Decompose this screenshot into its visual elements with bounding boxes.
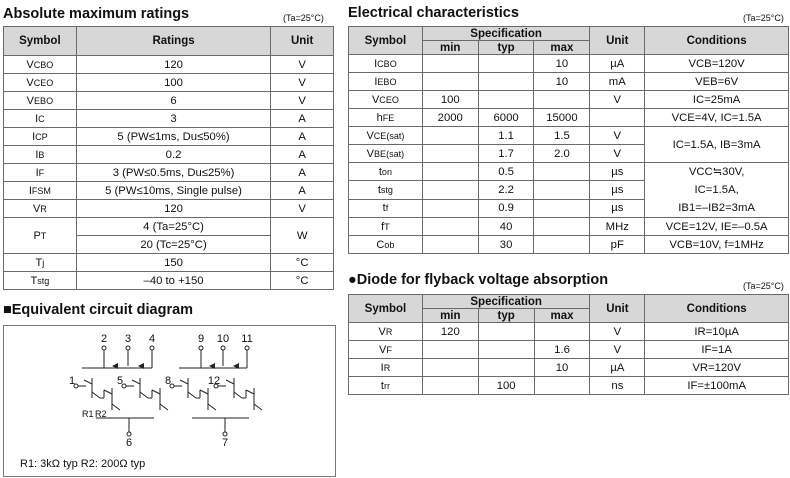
table-row: [349, 236, 789, 254]
typ-cell: [478, 323, 534, 341]
min-cell: [422, 73, 478, 91]
min-cell: [422, 127, 478, 145]
symbol-cell: [349, 341, 423, 359]
unit-cell: mA: [590, 73, 645, 91]
table-row: [4, 272, 334, 290]
symbol-cell: [349, 359, 423, 377]
symbol-letter: C: [376, 238, 385, 251]
pin-10-label: 10: [216, 333, 230, 345]
symbol-cell: [4, 128, 77, 146]
elec-table: [348, 26, 789, 254]
switching-condition-line: IB1=–IB2=3mA: [678, 202, 755, 214]
abs-header-ratings: Ratings: [76, 27, 271, 56]
symbol-cell: [349, 91, 423, 109]
symbol-letter: t: [380, 379, 384, 392]
rating-cell: 0.2: [76, 146, 271, 164]
table-row: [349, 341, 789, 359]
pin-8-label: 8: [164, 375, 172, 387]
symbol-cell: [349, 323, 423, 341]
table-row: [4, 128, 334, 146]
unit-cell: MHz: [590, 218, 645, 236]
symbol-letter: T: [35, 256, 43, 269]
symbol-subscript: C: [38, 113, 45, 124]
typ-cell: [478, 73, 534, 91]
unit-cell: °C: [271, 272, 334, 290]
symbol-subscript: T: [384, 221, 390, 232]
min-cell: [422, 163, 478, 181]
unit-cell: pF: [590, 236, 645, 254]
circuit-title: ■Equivalent circuit diagram: [3, 302, 194, 318]
cond-cell: IF=1A: [645, 341, 789, 359]
max-cell: [534, 377, 590, 395]
elec-header-spec: Specification: [422, 27, 590, 41]
symbol-subscript: ob: [384, 239, 395, 250]
unit-cell: µA: [590, 359, 645, 377]
symbol-cell: [4, 164, 77, 182]
condition-cell: VCB=10V, f=1MHz: [645, 236, 789, 254]
min-cell: [422, 55, 478, 73]
typ-cell: 2.2: [478, 181, 534, 199]
symbol-cell: [4, 110, 77, 128]
table-row: [4, 254, 334, 272]
table-row: [4, 92, 334, 110]
unit-cell: A: [271, 182, 334, 200]
min-cell: [422, 359, 478, 377]
symbol-cell: [4, 74, 77, 92]
unit-cell: V: [590, 127, 645, 145]
symbol-cell: [349, 127, 423, 145]
diode-header-typ: typ: [478, 309, 534, 323]
elec-header-max: max: [534, 41, 590, 55]
diode-header-unit: Unit: [590, 295, 645, 323]
symbol-subscript: FE: [382, 112, 395, 123]
min-cell: [422, 341, 478, 359]
unit-cell: V: [590, 91, 645, 109]
symbol-letter: V: [366, 147, 375, 160]
symbol-letter: V: [371, 93, 380, 106]
equivalent-circuit-frame: [3, 325, 336, 477]
unit-cell: V: [590, 323, 645, 341]
max-cell: [534, 181, 590, 199]
symbol-subscript: CBO: [377, 58, 397, 69]
max-cell: [534, 218, 590, 236]
table-row: [349, 73, 789, 91]
typ-cell: 0.5: [478, 163, 534, 181]
unit-cell: V: [271, 74, 334, 92]
elec-header-typ: typ: [478, 41, 534, 55]
diode-condition: (Ta=25°C): [743, 281, 784, 291]
symbol-subscript: on: [381, 166, 392, 177]
symbol-subscript: EBO: [34, 95, 54, 106]
symbol-cell: [4, 272, 77, 290]
pin-4-label: 4: [148, 333, 156, 345]
symbol-letter: I: [374, 57, 378, 70]
symbol-cell: [4, 218, 77, 254]
typ-cell: 1.7: [478, 145, 534, 163]
diode-header-symbol: Symbol: [349, 295, 423, 323]
rating-cell: 20 (Tc=25°C): [76, 236, 271, 254]
diode-title: ●Diode for flyback voltage absorption: [348, 272, 609, 288]
symbol-cell: [349, 236, 423, 254]
symbol-letter: V: [26, 76, 34, 89]
rating-cell: 5 (PW≤10ms, Single pulse): [76, 182, 271, 200]
typ-cell: 30: [478, 236, 534, 254]
symbol-letter: V: [366, 129, 374, 142]
unit-cell: V: [271, 200, 334, 218]
pin-5-label: 5: [116, 375, 124, 387]
symbol-letter: t: [378, 165, 382, 178]
max-cell: [534, 91, 590, 109]
table-row: [349, 377, 789, 395]
symbol-subscript: stg: [380, 184, 393, 195]
symbol-subscript: CBO: [33, 59, 54, 70]
abs-table: [3, 26, 334, 290]
switching-condition-line: VCC≒30V,: [688, 166, 745, 178]
cond-cell: IF=±100mA: [645, 377, 789, 395]
unit-cell: µs: [590, 181, 645, 199]
condition-cell: VCB=120V: [645, 55, 789, 73]
elec-header-symbol: Symbol: [349, 27, 423, 55]
rating-cell: 100: [76, 74, 271, 92]
symbol-letter: P: [33, 229, 41, 242]
typ-cell: [478, 359, 534, 377]
unit-cell: µs: [590, 163, 645, 181]
max-cell: [534, 199, 590, 217]
min-cell: [422, 199, 478, 217]
symbol-subscript: CE(sat): [373, 130, 405, 141]
pin-2-label: 2: [100, 333, 108, 345]
symbol-subscript: stg: [37, 275, 50, 286]
symbol-cell: [349, 377, 423, 395]
unit-cell: W: [271, 218, 334, 254]
diode-table: [348, 294, 789, 395]
elec-header-unit: Unit: [590, 27, 645, 55]
min-cell: [422, 236, 478, 254]
symbol-letter: I: [32, 130, 36, 143]
symbol-subscript: F: [386, 344, 392, 355]
pin-6-label: 6: [125, 437, 133, 449]
abs-condition: (Ta=25°C): [283, 13, 324, 23]
symbol-letter: V: [378, 325, 386, 338]
elec-header-conditions: Conditions: [645, 27, 789, 55]
symbol-subscript: rr: [383, 380, 390, 391]
symbol-letter: I: [374, 75, 378, 88]
min-cell: 120: [422, 323, 478, 341]
symbol-subscript: CEO: [33, 77, 54, 88]
min-cell: [422, 145, 478, 163]
symbol-subscript: F: [38, 167, 45, 178]
pin-7-label: 7: [221, 437, 229, 449]
typ-cell: [478, 91, 534, 109]
table-row: [4, 200, 334, 218]
table-row: [4, 218, 334, 236]
symbol-cell: [4, 254, 77, 272]
symbol-subscript: FSM: [31, 185, 51, 196]
condition-cell: VEB=6V: [645, 73, 789, 91]
pin-3-label: 3: [124, 333, 132, 345]
symbol-letter: t: [382, 202, 386, 215]
symbol-letter: V: [379, 343, 387, 356]
pin-12-label: 12: [207, 375, 221, 387]
unit-cell: µs: [590, 199, 645, 217]
symbol-cell: [349, 109, 423, 127]
symbol-cell: [4, 56, 77, 74]
max-cell: [534, 323, 590, 341]
symbol-cell: [349, 73, 423, 91]
unit-cell: V: [590, 341, 645, 359]
unit-cell: A: [271, 146, 334, 164]
typ-cell: 6000: [478, 109, 534, 127]
symbol-letter: I: [35, 112, 39, 125]
symbol-letter: V: [26, 58, 34, 71]
elec-title: Electrical characteristics: [348, 5, 519, 21]
table-row: [349, 109, 789, 127]
abs-header-unit: Unit: [271, 27, 334, 56]
symbol-subscript: R: [385, 326, 393, 337]
symbol-cell: [4, 182, 77, 200]
max-cell: 15000: [534, 109, 590, 127]
diode-header-spec: Specification: [422, 295, 590, 309]
unit-cell: V: [271, 92, 334, 110]
diode-header-conditions: Conditions: [645, 295, 789, 323]
pin-1-label: 1: [68, 375, 76, 387]
table-row: [4, 146, 334, 164]
symbol-cell: [4, 200, 77, 218]
max-cell: 10: [534, 73, 590, 91]
symbol-letter: V: [26, 94, 35, 107]
symbol-letter: t: [377, 183, 381, 196]
elec-header-min: min: [422, 41, 478, 55]
symbol-cell: [4, 92, 77, 110]
diode-header-max: max: [534, 309, 590, 323]
unit-cell: A: [271, 164, 334, 182]
symbol-cell: [4, 146, 77, 164]
symbol-letter: f: [381, 220, 385, 233]
table-row: [4, 74, 334, 92]
unit-cell: A: [271, 128, 334, 146]
rating-cell: 120: [76, 56, 271, 74]
equivalent-circuit-diagram: [4, 326, 335, 476]
table-row: [349, 323, 789, 341]
rating-cell: 4 (Ta=25°C): [76, 218, 271, 236]
table-row: [4, 110, 334, 128]
unit-cell: °C: [271, 254, 334, 272]
switching-condition-line: IC=1.5A,: [694, 184, 739, 196]
unit-cell: µA: [590, 55, 645, 73]
unit-cell: ns: [590, 377, 645, 395]
abs-title: Absolute maximum ratings: [3, 6, 190, 22]
typ-cell: 100: [478, 377, 534, 395]
symbol-cell: [349, 218, 423, 236]
min-cell: 2000: [422, 109, 478, 127]
table-row: [349, 55, 789, 73]
symbol-subscript: BE(sat): [374, 148, 405, 159]
symbol-subscript: T: [40, 230, 47, 241]
table-row: [349, 218, 789, 236]
symbol-subscript: j: [42, 257, 45, 268]
r2-label: R2: [95, 409, 107, 419]
symbol-cell: [349, 55, 423, 73]
symbol-letter: I: [35, 166, 39, 179]
min-cell: [422, 377, 478, 395]
table-row: [349, 163, 789, 181]
symbol-subscript: R: [383, 362, 391, 373]
rating-cell: 6: [76, 92, 271, 110]
symbol-letter: I: [28, 184, 32, 197]
max-cell: 10: [534, 359, 590, 377]
table-row: [4, 164, 334, 182]
cond-cell: IR=10µA: [645, 323, 789, 341]
elec-condition: (Ta=25°C): [743, 13, 784, 23]
rating-cell: –40 to +150: [76, 272, 271, 290]
table-row: [4, 182, 334, 200]
symbol-cell: [349, 199, 423, 217]
rating-cell: 120: [76, 200, 271, 218]
r1-label: R1: [82, 409, 94, 419]
max-cell: 1.6: [534, 341, 590, 359]
symbol-letter: I: [380, 361, 384, 374]
symbol-subscript: CEO: [379, 94, 399, 105]
pin-9-label: 9: [197, 333, 205, 345]
min-cell: [422, 181, 478, 199]
symbol-letter: T: [30, 274, 38, 287]
condition-cell-switching: [645, 163, 789, 218]
table-row: [349, 91, 789, 109]
rating-cell: 150: [76, 254, 271, 272]
max-cell: [534, 236, 590, 254]
max-cell: 1.5: [534, 127, 590, 145]
max-cell: 2.0: [534, 145, 590, 163]
min-cell: [422, 218, 478, 236]
typ-cell: [478, 341, 534, 359]
unit-cell: [590, 109, 645, 127]
symbol-letter: V: [32, 202, 41, 215]
unit-cell: V: [271, 56, 334, 74]
symbol-letter: h: [376, 111, 383, 124]
symbol-subscript: f: [385, 203, 389, 214]
symbol-subscript: R: [40, 203, 47, 214]
symbol-cell: [349, 163, 423, 181]
unit-cell: A: [271, 110, 334, 128]
condition-cell-sat: IC=1.5A, IB=3mA: [645, 127, 789, 163]
table-row: [349, 359, 789, 377]
rating-cell: 3 (PW≤0.5ms, Du≤25%): [76, 164, 271, 182]
condition-cell: IC=25mA: [645, 91, 789, 109]
typ-cell: 1.1: [478, 127, 534, 145]
symbol-cell: [349, 145, 423, 163]
min-cell: 100: [422, 91, 478, 109]
resistor-note: R1: 3kΩ typ R2: 200Ω typ: [20, 458, 146, 470]
rating-cell: 5 (PW≤1ms, Du≤50%): [76, 128, 271, 146]
symbol-subscript: B: [38, 149, 45, 160]
abs-header-symbol: Symbol: [4, 27, 77, 56]
symbol-subscript: EBO: [377, 76, 397, 87]
diode-header-min: min: [422, 309, 478, 323]
typ-cell: 40: [478, 218, 534, 236]
symbol-cell: [349, 181, 423, 199]
condition-cell: VCE=4V, IC=1.5A: [645, 109, 789, 127]
symbol-subscript: CP: [35, 131, 48, 142]
condition-cell: VCE=12V, IE=–0.5A: [645, 218, 789, 236]
rating-cell: 3: [76, 110, 271, 128]
pin-11-label: 11: [241, 333, 253, 345]
typ-cell: 0.9: [478, 199, 534, 217]
max-cell: [534, 163, 590, 181]
table-row: [349, 127, 789, 145]
unit-cell: V: [590, 145, 645, 163]
typ-cell: [478, 55, 534, 73]
cond-cell: VR=120V: [645, 359, 789, 377]
max-cell: 10: [534, 55, 590, 73]
table-row: [4, 56, 334, 74]
symbol-letter: I: [35, 148, 39, 161]
